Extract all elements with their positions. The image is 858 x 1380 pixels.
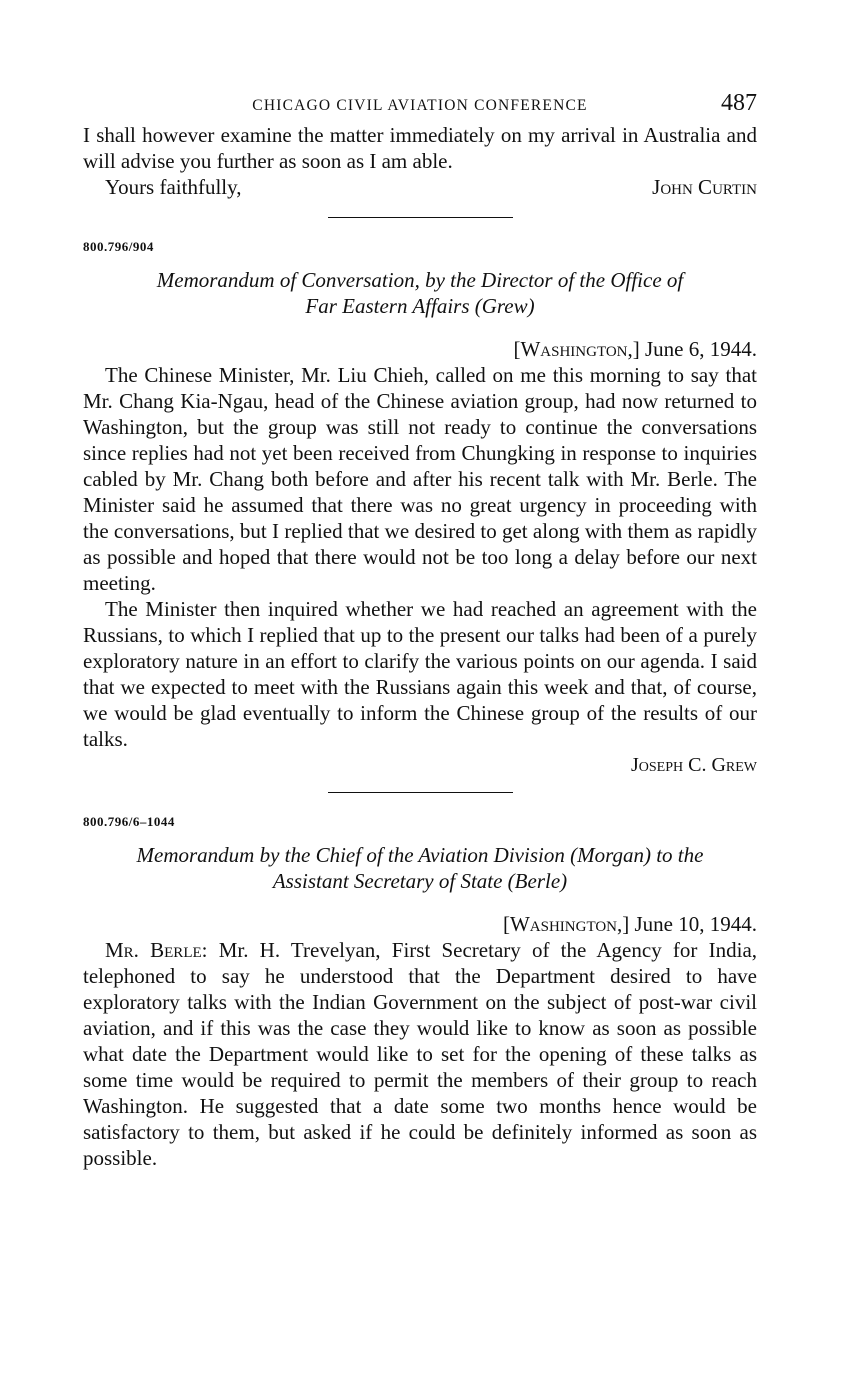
memo2-dateline-place: [Washington,] [502,912,630,936]
memo1-dateline-place: [Washington,] [513,337,640,361]
memo1-dateline [83,336,757,362]
memo2-title [83,842,757,894]
document-page [83,90,757,1171]
memo1-signature: Joseph C. Grew [630,754,757,776]
running-header [83,90,757,122]
memo2-title-line1: Memorandum by the Chief of the Aviation Division (Morgan) to the [136,843,704,867]
memo1-paragraph-2: The Minister then inquired whether we had reached an agreement with the Russians, to which I replied that up to the present our talks had been of a purely exploratory nature in an effort to clarify the various points on our agenda. I said that we expected to meet with the Russians again this week and that, of course, we would be glad eventually to inform the Chinese group of the results of our talks. [83,597,757,751]
letter-signature: John Curtin [652,175,757,199]
page-number: 487 [721,90,757,116]
letter-closing-line [83,174,757,200]
memo2-title-line2: Assistant Secretary of State (Berle) [272,869,568,893]
memo2-body-text: Mr. H. Trevelyan, First Secretary of the Agency for India, telephoned to say he understood that the Department desired to have exploratory talks with the Indian Government on the subject of post-war civil aviation, and if this was the case they would like to know as soon as possible what date the Department would like to set for the opening of these talks as some time would be required to permit the members of their group to reach Washington. He suggested that a date some two months hence would be satisfactory to them, but asked if he could be definitely informed as soon as possible. [83,938,758,1170]
memo2-file-number: 800.796/6–1044 [83,814,175,829]
memo1-title [83,267,757,319]
memo2-dateline-date: June 10, 1944. [634,912,757,936]
memo1-title-line1: Memorandum of Conversation, by the Director of the Office of [156,268,684,292]
letter-closing-paragraph: I shall however examine the matter immediately on my arrival in Australia and will advise you further as soon as I am able. [83,123,757,173]
memo2-salutation: Mr. Berle: [105,938,208,962]
letter-closing: Yours faithfully, [105,175,242,199]
memo1-dateline-date: June 6, 1944. [645,337,757,361]
memo2-dateline [83,911,757,937]
memo1-file-number: 800.796/904 [83,239,154,254]
memo1-title-line2: Far Eastern Affairs (Grew) [305,294,535,318]
memo1-paragraph-1: The Chinese Minister, Mr. Liu Chieh, called on me this morning to say that Mr. Chang Kia-Ngau, head of the Chinese aviation group, had now returned to Washington, but the group was still not ready to continue the conversations since replies had not yet been received from Chungking in response to inquiries cabled by Mr. Chang both before and after his recent talk with Mr. Berle. The Minister said he assumed that there was no great urgency in proceeding with the conversations, but I replied that we desired to get along with them as rapidly as possible and hoped that there would not be too long a delay before our next meeting. [83,363,757,595]
memo2-body [83,937,757,1171]
running-title: CHICAGO CIVIL AVIATION CONFERENCE [252,97,588,114]
